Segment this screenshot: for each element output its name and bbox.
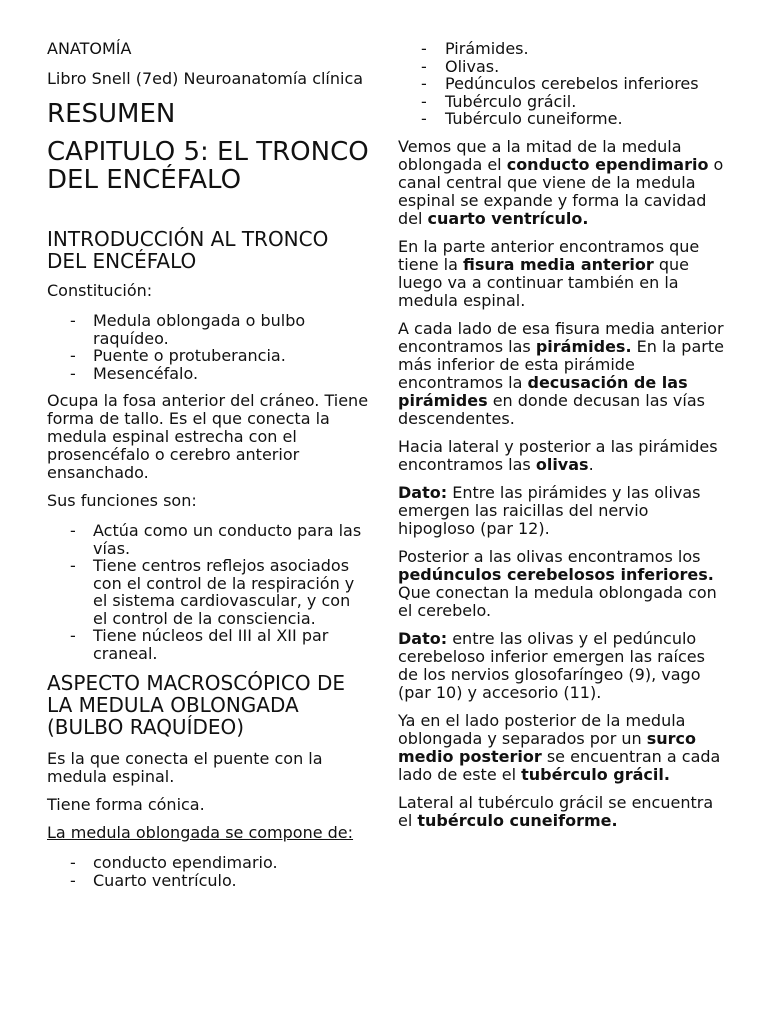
- list-item: - Medula oblongada o bulbo raquídeo.: [47, 312, 369, 347]
- book-reference: Libro Snell (7ed) Neuroanatomía clínica: [47, 69, 364, 88]
- list-item: - Puente o protuberancia.: [47, 347, 369, 365]
- constitucion-list: [47, 312, 369, 382]
- paragraph-dato-nervios: Dato: entre las olivas y el pedúnculo cerebeloso inferior emergen las raíces de los nervios glosofaríngeo (9), vago (par 10) y accesorio (11).: [398, 628, 705, 702]
- paragraph-piramides: A cada lado de esa fisura media anterior encontramos las pirámides. En la parte más inferior de esta pirámide encontramos la decusación de las pirámides en donde decusan las vías descendentes.: [398, 318, 724, 428]
- list-item: - Actúa como un conducto para las vías.: [47, 522, 369, 557]
- paragraph-fisura: En la parte anterior encontramos que tiene la fisura media anterior que luego va a continuar también en la medula espinal.: [398, 236, 700, 310]
- forma-paragraph: Tiene forma cónica.: [47, 795, 205, 814]
- paragraph-surco: Ya en el lado posterior de la medula oblongada y separados por un surco medio posterior se encuentran a cada lado de este el tubérculo grácil.: [398, 710, 721, 784]
- funciones-list: [47, 522, 369, 662]
- list-item: - Olivas.: [398, 58, 728, 76]
- list-item: - conducto ependimario.: [47, 854, 369, 872]
- conecta-paragraph: Es la que conecta el puente con la medula espinal.: [47, 749, 323, 786]
- aspecto-heading: ASPECTO MACROSCÓPICO DE LA MEDULA OBLONGADA (BULBO RAQUÍDEO): [47, 671, 346, 739]
- resumen-title: RESUMEN: [47, 99, 176, 129]
- subject-label: ANATOMÍA: [47, 39, 132, 58]
- compone-list-continued: [398, 40, 728, 128]
- paragraph-olivas: Hacia lateral y posterior a las pirámides encontramos las olivas.: [398, 436, 718, 474]
- list-item: - Pirámides.: [398, 40, 728, 58]
- constitucion-label: Constitución:: [47, 281, 153, 300]
- list-item: - Mesencéfalo.: [47, 365, 369, 383]
- list-item: - Cuarto ventrículo.: [47, 872, 369, 890]
- paragraph-conducto: Vemos que a la mitad de la medula oblongada el conducto ependimario o canal central que viene de la medula espinal se expande y forma la cavidad del cuarto ventrículo.: [398, 136, 724, 228]
- paragraph-dato-hipogloso: Dato: Entre las pirámides y las olivas emergen las raicillas del nervio hipogloso (par 12).: [398, 482, 701, 538]
- list-item: - Tiene centros reflejos asociados con el control de la respiración y el sistema cardiovascular, y con el control de la consciencia.: [47, 557, 369, 627]
- left-column: [47, 40, 369, 899]
- list-item: - Tubérculo grácil.: [398, 93, 728, 111]
- paragraph-pedunculos: Posterior a las olivas encontramos los pedúnculos cerebelosos inferiores. Que conectan la medula oblongada con el cerebelo.: [398, 546, 717, 620]
- compone-list: [47, 854, 369, 889]
- right-column: [398, 40, 728, 840]
- paragraph-cuneiforme: Lateral al tubérculo grácil se encuentra el tubérculo cuneiforme.: [398, 792, 714, 830]
- funciones-label: Sus funciones son:: [47, 491, 197, 510]
- list-item: - Pedúnculos cerebelos inferiores: [398, 75, 728, 93]
- compone-label: La medula oblongada se compone de:: [47, 823, 354, 842]
- list-item: - Tiene núcleos del III al XII par craneal.: [47, 627, 369, 662]
- ocupa-paragraph: Ocupa la fosa anterior del cráneo. Tiene forma de tallo. Es el que conecta la medula espinal estrecha con el prosencéfalo o cerebro anterior ensanchado.: [47, 391, 369, 482]
- intro-heading: INTRODUCCIÓN AL TRONCO DEL ENCÉFALO: [47, 227, 329, 273]
- list-item: - Tubérculo cuneiforme.: [398, 110, 728, 128]
- chapter-title: CAPITULO 5: EL TRONCO DEL ENCÉFALO: [47, 137, 369, 195]
